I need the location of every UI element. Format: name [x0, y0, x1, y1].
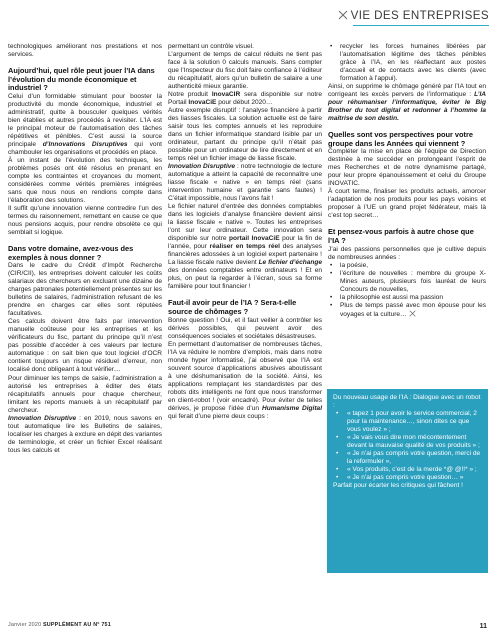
paragraph [168, 91, 322, 107]
list-item: • « Je vais vous dire mon mécontentement devant la mauvaise qualité de vos produits » ; [333, 434, 482, 450]
paragraph [8, 415, 162, 455]
paragraph [8, 93, 162, 157]
paragraph: Pour diminuer les temps de saisie, l’administration a autorisé les entreprises à éditer des états récapitulatifs annuels pour chaque chercheur, limitant les reports manuels à un récapitulatif par chercheur. [8, 374, 162, 414]
text: Celui d’un formidable stimulant pour booster la productivité du monde économique, industriel et administratif, quitte à bousculer quelques vérités bien établies et autres procédés à revisiter. L’IA est le principal moteur de l’automatisation des tâches répétitives et pénibles. C’est aussi la source principale [8, 92, 162, 148]
emphasis: Innovation Disruptive [8, 414, 77, 422]
list-item: • « Je n’ai pas compris votre question… » [333, 474, 482, 482]
paragraph [328, 83, 486, 123]
text: sera disponible sur notre Portail [168, 91, 322, 107]
question-heading: Et pensez-vous parfois à autre chose que l’IA ? [328, 227, 474, 246]
paragraph [168, 163, 322, 203]
question-heading: Faut-il avoir peur de l’IA ? Sera-t-elle source de chômages ? [168, 298, 297, 317]
bullet-list [328, 262, 486, 319]
text: En permettant d’automatiser de nombreuses tâches, l’IA va réduire le nombre d’emplois, mais dans notre monde hyper informatisé, j’ai observé que l’IA est souvent source d’applications abusives aboutissant à une déshumanisation de la société. Ainsi, les applications remplaçant les standardistes par des robots dits intelligents ne font que nous transformer en client-robot ! (voir encadré). Pour éviter de telles dérives, je propose l’idée d’un [168, 340, 322, 412]
paragraph: Bonne question ! Oui, et il faut veiller à contrôler les dérives possibles, qui peuvent avoir des conséquences sociales et sociétales désastreuses. [168, 316, 322, 340]
list-item: • « tapez 1 pour avoir le service commercial, 2 pour la maintenance…, sinon dites ce que vous voulez » ; [333, 410, 482, 434]
x-mark-icon [409, 310, 416, 317]
paragraph: Ces calculs doivent être faits par intervention manuelle coûteuse pour les entreprises et les vérificateurs du fisc, partant du principe qu’il n’est pas possible d’accéder à ces valeurs par lecture automatique : on sait bien que tout logiciel d’OCR contient toujours un risque résiduel d’erreur, non localisé donc obligeant à tout vérifier… [8, 318, 162, 374]
emphasis: portail InovaCiE [229, 235, 280, 243]
list-item: • recycler les forces humaines libérées par l’automatisation légitime des tâches pénibles grâce à l’IA, en les réaffectant aux postes d’accueil et de contacts avec les clients (avec formation à l’appui). [328, 43, 486, 83]
sidebar-box [327, 389, 488, 573]
paragraph: technologiques améliorant nos prestations et nos services. [8, 43, 162, 59]
question-heading: Aujourd’hui, quel rôle peut jouer l’IA dans l’évolution du monde économique et industriel ? [8, 66, 155, 93]
list-item: • « Vos produits, c’est de la merde *@ @!!* » ; [333, 466, 482, 474]
box-closing: Parfait pour écarter les critiques qui fâchent ! [333, 482, 463, 490]
paragraph [168, 341, 322, 421]
text: Le fichier naturel d’entrée des données comptables dans les logiciels d’analyse financière devient ainsi la liasse fiscale « native ». Toutes les entreprises l’ont sur leur ordinateur. Cette innovation sera disponible sur notre [168, 203, 322, 243]
section-header [338, 4, 489, 26]
list-item: • l’écriture de nouvelles : membre du groupe X-Mines auteurs, plusieurs fois lauréat de leurs Concours de nouvelles, [328, 270, 486, 294]
emphasis: d’Innovations Disruptives [42, 140, 128, 148]
paragraph: permettant un contrôle visuel. [168, 43, 254, 50]
text-column-1 [8, 43, 162, 455]
text: pour début 2020… [216, 99, 273, 107]
text: Notre produit [168, 91, 212, 99]
text: : notre technologie de lecture automatique a atteint la capacité de reconnaître une liasse fiscale « native » en temps réel (sans intervention humaine et garantie sans fautes) ! C’était impossible, nous l’avons fait ! [168, 163, 322, 203]
emphasis: Le fichier d’échange [258, 259, 322, 267]
header-underline [353, 25, 489, 26]
list-item [328, 302, 486, 319]
magazine-issue: SUPPLÉMENT AU N° 751 [42, 622, 111, 628]
paragraph: À court terme, finaliser les produits actuels, amorcer l’adaptation de nos produits pour les pays voisins et proposer à l’UE un grand projet fédérateur, mais là c’est top secret… [328, 188, 486, 220]
paragraph: L’argument de temps de calcul réduits ne tient pas face à la solution 0 calculs manuels. Sans compter que l’Inspecteur du fisc doit faire confiance à l’éditeur du récapitulatif, alors qu’un bulletin de salaire a une authenticité mieux garantie. [168, 51, 322, 91]
emphasis: L’IA pour réhumaniser l’informatique, éviter le Big Brother du tout digital et redonner à l’homme la maîtrise de son destin. [328, 91, 486, 123]
section-title: VIE DES ENTREPRISES [350, 8, 489, 22]
page-number: 11 [479, 623, 487, 630]
text-column-3 [328, 43, 486, 319]
list-item: • la poésie, [328, 262, 486, 270]
page-footer [8, 622, 111, 628]
paragraph: Autre exemple disruptif : l’analyse financière à partir des liasses fiscales. La solution actuelle est de faire saisir tous les comptes annuels et les reproduire dans un fichier informatique standard lisible par un ordinateur, partant du principe qu’il n’était pas possible pour un ordinateur de lire directement et en temps réel un fichier image de liasse fiscale. [168, 107, 322, 163]
list-item: • « Je n’ai pas compris votre question, merci de la reformuler », [333, 450, 482, 466]
paragraph: Dans le cadre du Crédit d’Impôt Recherche (CIR/CII), les entreprises doivent calculer les coûts salariaux des chercheurs en excluant une dizaine de charges patronales potentiellement présentes sur les bulletins de salaires, l’administration refusant de les prendre en charges car elles sont réputées facultatives. [8, 262, 162, 318]
product-name: InovaCIR [211, 91, 241, 99]
dialogue-list [333, 410, 482, 482]
issue-date: Janvier 2020 [8, 622, 43, 628]
text: pour la fin de l’année, pour [168, 235, 322, 251]
emphasis: Innovation Disruptive [168, 163, 236, 171]
paragraph: Compléter la mise en place de l’équipe de Direction destinée à me succéder en prolongeant l’esprit de mes Recherches et de notre dynamisme partagé, pour leur propre épanouissement et celui du Groupe INOVATIC. [328, 148, 486, 188]
text: des analyses financières adossées à un logiciel expert partenaire ! La liasse fiscale native devient [168, 243, 322, 267]
question-heading: Dans votre domaine, avez-vous des exemples à nous donner ? [8, 244, 134, 262]
emphasis: réaliser en temps réel [209, 243, 280, 251]
text: des données comptables entre ordinateurs ! Et en plus, on peut la regarder à l’écran, sous sa forme familière pour tout financier ! [168, 267, 322, 291]
paragraph: J’ai des passions personnelles que je cultive depuis de nombreuses années : [328, 245, 486, 261]
question-heading: Quelles sont vos perspectives pour votre groupe dans les Années qui viennent ? [328, 130, 473, 148]
emphasis: Humanisme Digital [261, 404, 323, 412]
x-mark-icon [338, 10, 348, 20]
text-column-2 [168, 43, 322, 421]
paragraph: Il suffit qu’une innovation vienne contredire l’un des termes du raisonnement, remettant en cause ce que nous pensions acquis, pour rendre obsolète ce qui semblait si logique. [8, 205, 162, 237]
text: : en 2019, nous savons en tout automatique lire les Bulletins de salaires, localiser les charges à exclure en dépit des variantes de terminologie, et créer un fichier Excel réalisant tous les calculs et [8, 414, 162, 454]
text: Ainsi, on supprime le chômage généré par l’IA tout en corrigeant les excès pervers de l’informatique : [328, 83, 486, 99]
paragraph: À un instant de l’évolution des techniques, les problèmes posés ont été résolus en prenant en compte les contraintes et croyances du moment, considérées comme vérités premières intégrées sans que nous nous en rendions compte dans l’élaboration des solutions. [8, 156, 162, 205]
text: qui ferait d’une pierre deux coups : [168, 412, 269, 420]
list-item: • la philosophie est aussi ma passion [328, 294, 486, 302]
bullet-list [328, 43, 486, 83]
product-name: InovaCiE [188, 99, 217, 107]
paragraph [168, 203, 322, 291]
text: Plus de temps passé avec mon épouse pour les voyages et la culture… [340, 301, 486, 318]
box-intro: Du nouveau usage de l’IA : Dialogue avec un robot : [333, 394, 481, 410]
text: qui vont chambouler les organisations et procédés en place. [8, 140, 162, 156]
